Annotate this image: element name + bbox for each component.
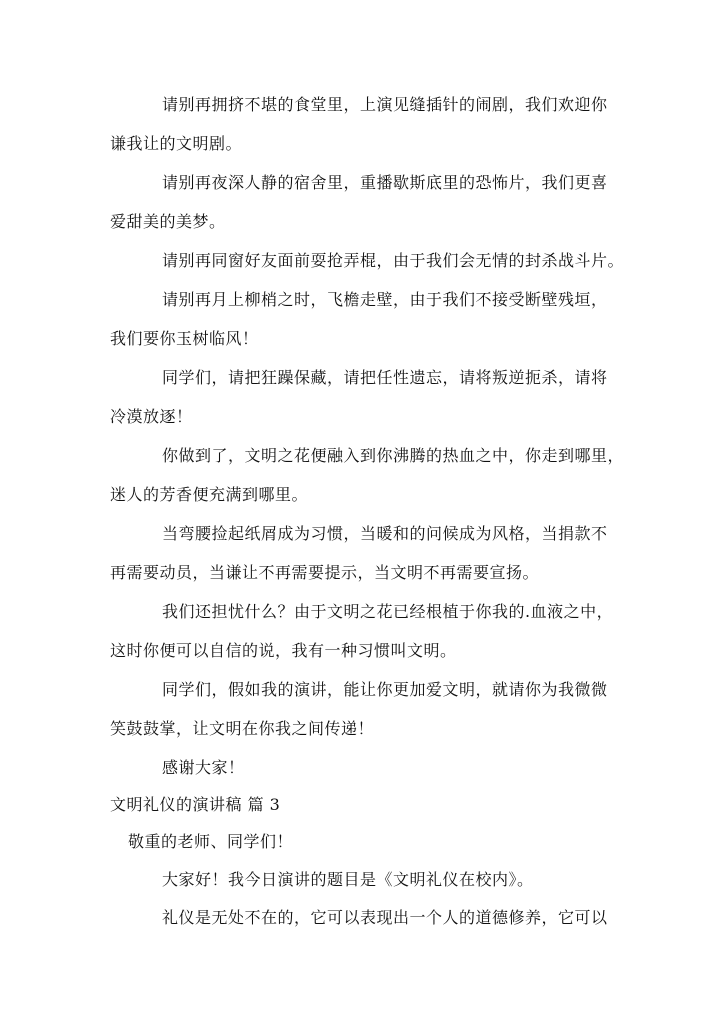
- text-line: 你做到了，文明之花便融入到你沸腾的热血之中，你走到哪里，: [162, 446, 625, 465]
- text-line: 大家好！我今日演讲的题目是《文明礼仪在校内》。: [162, 870, 534, 889]
- text-line: 我们还担忧什么？由于文明之花已经根植于你我的.血液之中，: [162, 602, 614, 621]
- text-line: 同学们，假如我的演讲，能让你更加爱文明，就请你为我微微: [162, 680, 608, 699]
- text-line: 礼仪是无处不在的，它可以表现出一个人的道德修养，它可以: [162, 908, 608, 927]
- text-line: 冷漠放逐！: [110, 407, 193, 426]
- text-line: 爱甜美的美梦。: [110, 212, 226, 231]
- text-line: 感谢大家！: [162, 758, 245, 777]
- text-line: 谦我让的文明剧。: [110, 134, 243, 153]
- text-line: 请别再拥挤不堪的食堂里，上演见缝插针的闹剧，我们欢迎你: [162, 95, 608, 114]
- text-line: 我们要你玉树临风！: [110, 329, 259, 348]
- text-line: 迷人的芳香便充满到哪里。: [110, 485, 309, 504]
- greeting-line: 敬重的老师、同学们！: [128, 832, 294, 851]
- text-line: 当弯腰捡起纸屑成为习惯，当暖和的问候成为风格，当捐款不: [162, 524, 608, 543]
- text-line: 笑鼓鼓掌，让文明在你我之间传递！: [110, 719, 375, 738]
- text-line: 这时你便可以自信的说，我有一种习惯叫文明。: [110, 641, 457, 660]
- text-line: 请别再月上柳梢之时，飞檐走壁，由于我们不接受断壁残垣，: [162, 290, 608, 309]
- section-heading: 文明礼仪的演讲稿 篇 3: [110, 795, 281, 814]
- text-line: 再需要动员，当谦让不再需要提示，当文明不再需要宣扬。: [110, 563, 540, 582]
- text-line: 请别再同窗好友面前耍抢弄棍，由于我们会无情的封杀战斗片。: [162, 251, 625, 270]
- text-line: 请别再夜深人静的宿舍里，重播歇斯底里的恐怖片，我们更喜: [162, 173, 608, 192]
- text-line: 同学们，请把狂躁保藏，请把任性遗忘，请将叛逆扼杀，请将: [162, 368, 608, 387]
